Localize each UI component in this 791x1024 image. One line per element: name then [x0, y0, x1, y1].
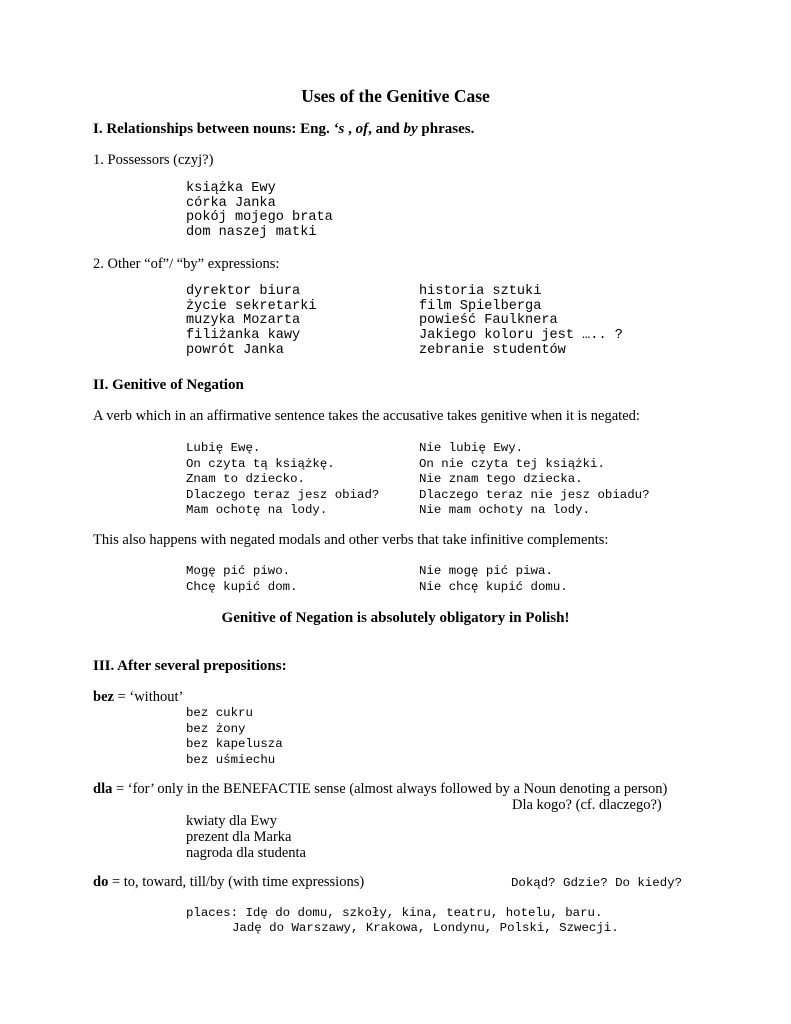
- list-item: Dlaczego teraz nie jesz obiadu?: [419, 487, 650, 502]
- list-item: córka Janka: [186, 195, 276, 211]
- list-item: nagroda dla studenta: [186, 845, 306, 861]
- preposition-dla: dla: [93, 781, 113, 797]
- list-item: bez żony: [186, 721, 246, 736]
- list-item: Nie mogę pić piwa.: [419, 564, 553, 578]
- do-gloss: = to, toward, till/by (with time expressions): [108, 874, 365, 890]
- list-item: On czyta tą książkę.: [186, 456, 335, 471]
- heading-of: of: [355, 121, 369, 137]
- modals-intro: This also happens with negated modals and other verbs that take infinitive complements:: [93, 532, 609, 548]
- list-item: historia sztuki: [419, 284, 542, 299]
- list-item: pokój mojego brata: [186, 210, 333, 226]
- heading-text: I. Relationships between nouns: Eng.: [93, 121, 334, 137]
- list-item: bez kapelusza: [186, 737, 283, 751]
- bez-definition: [93, 689, 183, 706]
- dla-question: Dla kogo? (cf. dlaczego?): [512, 797, 662, 813]
- list-item: zebranie studentów: [419, 342, 566, 358]
- page-title: Uses of the Genitive Case: [301, 86, 490, 106]
- list-item: Dlaczego teraz jesz obiad?: [186, 487, 380, 502]
- list-item: książka Ewy: [186, 181, 276, 196]
- list-item: film Spielberga: [419, 298, 542, 314]
- dla-gloss: = ‘for’ only in the BENEFACTIE sense (almost always followed by a Noun denoting a person): [112, 781, 668, 797]
- obligatory-note: Genitive of Negation is absolutely obligatory in Polish!: [221, 610, 570, 626]
- other-expressions-left: [186, 285, 317, 359]
- other-expressions-label: 2. Other “of”/ “by” expressions:: [93, 256, 280, 272]
- list-item: kwiaty dla Ewy: [186, 813, 278, 829]
- list-item: muzyka Mozarta: [186, 313, 301, 329]
- list-item: dom naszej matki: [186, 225, 317, 241]
- list-item: prezent dla Marka: [186, 829, 292, 845]
- dla-definition: [93, 781, 667, 798]
- list-item: Nie lubię Ewy.: [419, 441, 524, 455]
- section-3-heading: III. After several prepositions:: [93, 658, 287, 674]
- modal-affirmative-examples: [186, 564, 298, 595]
- list-item: powieść Faulknera: [419, 313, 558, 329]
- section-2-heading: II. Genitive of Negation: [93, 377, 244, 393]
- list-item: bez uśmiechu: [186, 752, 276, 767]
- list-item: życie sekretarki: [186, 298, 317, 314]
- list-item: Nie znam tego dziecka.: [419, 472, 583, 486]
- heading-sep: ,: [344, 121, 356, 137]
- heading-s: ‘s: [333, 121, 345, 137]
- heading-sep: , and: [368, 121, 404, 137]
- list-item: Lubię Ewę.: [186, 441, 261, 455]
- do-questions: Dokąd? Gdzie? Do kiedy?: [511, 876, 683, 890]
- heading-by: by: [403, 121, 418, 137]
- affirmative-examples: [186, 441, 379, 519]
- list-item: Nie mam ochoty na lody.: [419, 503, 591, 517]
- section-1-heading: [93, 121, 474, 138]
- list-item: bez cukru: [186, 706, 253, 720]
- possessors-label: 1. Possessors (czyj?): [93, 152, 214, 168]
- list-item: Chcę kupić dom.: [186, 579, 298, 594]
- modal-negated-examples: [419, 564, 568, 595]
- do-places-line-1: places: Idę do domu, szkoły, kina, teatru, hotelu, baru.: [186, 906, 603, 920]
- list-item: dyrektor biura: [186, 284, 301, 299]
- list-item: Nie chcę kupić domu.: [419, 579, 568, 594]
- heading-text: phrases.: [417, 121, 475, 137]
- list-item: Mogę pić piwo.: [186, 564, 291, 578]
- list-item: filiżanka kawy: [186, 328, 301, 344]
- negation-intro: A verb which in an affirmative sentence takes the accusative takes genitive when it is negated:: [93, 408, 640, 424]
- list-item: powrót Janka: [186, 342, 284, 358]
- list-item: Jakiego koloru jest ….. ?: [419, 328, 623, 344]
- bez-examples: [186, 706, 283, 768]
- list-item: On nie czyta tej książki.: [419, 456, 605, 471]
- negated-examples: [419, 441, 650, 519]
- list-item: Znam to dziecko.: [186, 472, 305, 486]
- dla-examples: [186, 813, 306, 861]
- preposition-bez: bez: [93, 689, 114, 705]
- possessors-list: [186, 182, 333, 241]
- do-places-line-2: Jadę do Warszawy, Krakowa, Londynu, Polski, Szwecji.: [232, 921, 619, 935]
- other-expressions-right: [419, 285, 623, 359]
- preposition-do: do: [93, 874, 109, 890]
- list-item: Mam ochotę na lody.: [186, 503, 328, 517]
- do-definition: [93, 874, 364, 891]
- bez-gloss: = ‘without’: [113, 689, 184, 705]
